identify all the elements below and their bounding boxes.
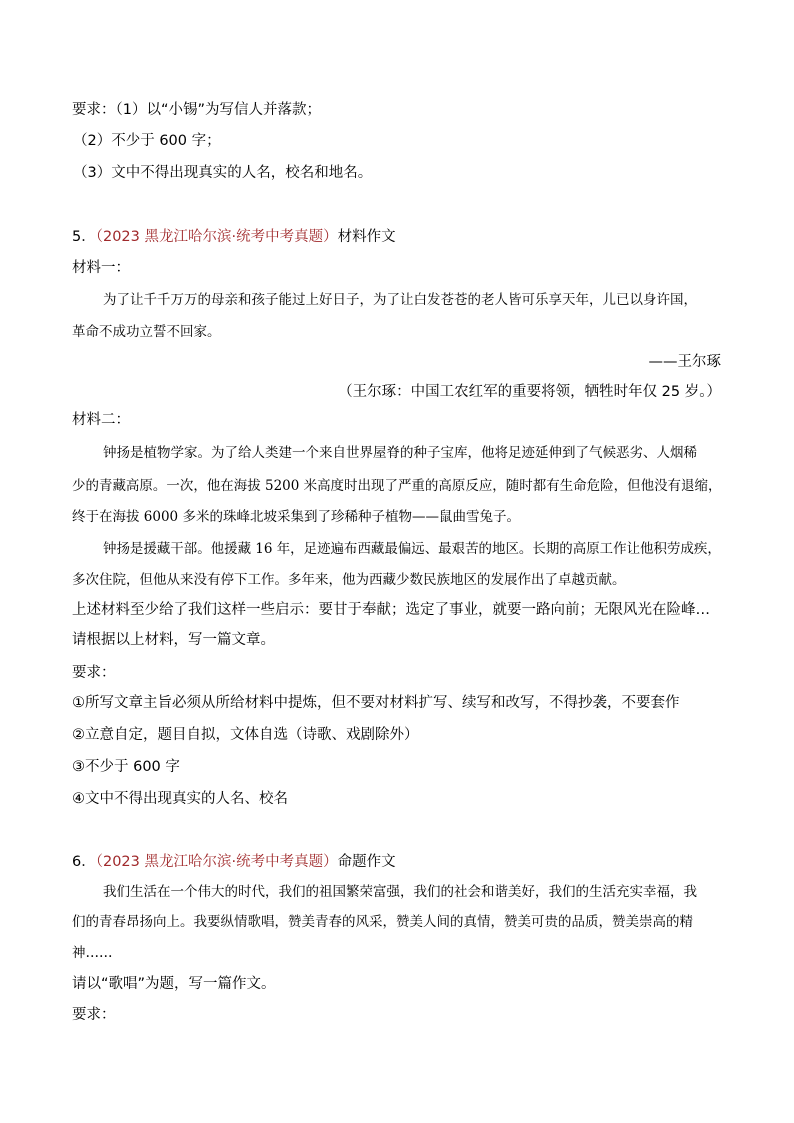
q5-requirement-4: ④文中不得出现真实的人名、校名 — [72, 791, 288, 807]
q6-passage-line: 神…… — [72, 945, 113, 961]
q6-passage-line: 我们生活在一个伟大的时代，我们的祖国繁荣富强，我们的社会和谐美好，我们的生活充实幸福，我 — [103, 884, 697, 900]
q5-material1-author: ——王尔琢 — [648, 354, 721, 370]
q5-number: 5． — [72, 229, 96, 245]
q6-requirements-label: 要求： — [72, 1007, 116, 1023]
q6-number: 6． — [72, 854, 96, 870]
q5-requirements-label: 要求： — [72, 665, 116, 681]
q6-prompt: 请以“歌唱”为题，写一篇作文。 — [72, 976, 276, 992]
q5-requirement-3: ③不少于 600 字 — [72, 759, 180, 775]
q5-type: 材料作文 — [337, 229, 396, 245]
q5-material1-line: 革命不成功立誓不回家。 — [72, 324, 221, 340]
q4-requirement-3: （3）文中不得出现真实的人名，校名和地名。 — [73, 165, 373, 181]
q6-heading — [72, 852, 396, 872]
q5-material2-line: 多次住院，但他从来没有停下工作。多年来，他为西藏少数民族地区的发展作出了卓越贡献。 — [72, 572, 626, 588]
q5-requirement-2: ②立意自定，题目自拟，文体自选（诗歌、戏剧除外） — [72, 727, 419, 743]
q5-source-tag: （2023 黑龙江哈尔滨·统考中考真题） — [95, 229, 338, 245]
q4-requirement-2: （2）不少于 600 字； — [73, 133, 221, 149]
q5-material1-label: 材料一： — [72, 260, 130, 276]
q4-requirement-1: 要求：（1）以“小锡”为写信人并落款； — [72, 102, 321, 118]
q5-material2-line: 钟扬是植物学家。为了给人类建一个来自世界屋脊的种子宝库，他将足迹延伸到了气候恶劣、人烟稀 — [103, 445, 697, 461]
q5-material2-label: 材料二： — [72, 412, 130, 428]
q5-material2-line: 终于在海拔 6000 多米的珠峰北坡采集到了珍稀种子植物——鼠曲雪兔子。 — [72, 509, 520, 525]
q6-source-tag: （2023 黑龙江哈尔滨·统考中考真题） — [95, 854, 338, 870]
q5-prompt: 请根据以上材料，写一篇文章。 — [72, 632, 275, 648]
q5-insight: 上述材料至少给了我们这样一些启示：要甘于奉献；选定了事业，就要一路向前；无限风光在险峰… — [72, 602, 710, 618]
q6-type: 命题作文 — [337, 854, 396, 870]
q5-material2-line: 少的青藏高原。一次，他在海拔 5200 米高度时出现了严重的高原反应，随时都有生命危险，但他没有退缩， — [72, 478, 722, 494]
q5-heading — [72, 227, 396, 247]
q5-material2-line: 钟扬是援藏干部。他援藏 16 年，足迹遍布西藏最偏远、最艰苦的地区。长期的高原工作让他积劳成疾， — [103, 541, 721, 557]
q5-requirement-1: ①所写文章主旨必须从所给材料中提炼，但不要对材料扩写、续写和改写，不得抄袭，不要套作 — [72, 695, 680, 711]
q5-material1-line: 为了让千千万万的母亲和孩子能过上好日子，为了让白发苍苍的老人皆可乐享天年，儿已以身许国， — [103, 292, 697, 308]
q6-passage-line: 们的青春昂扬向上。我要纵情歌唱，赞美青春的风采，赞美人间的真情，赞美可贵的品质，赞美崇高的精 — [72, 914, 693, 930]
q5-material1-note: （王尔琢：中国工农红军的重要将领，牺牲时年仅 25 岁。） — [338, 384, 721, 400]
